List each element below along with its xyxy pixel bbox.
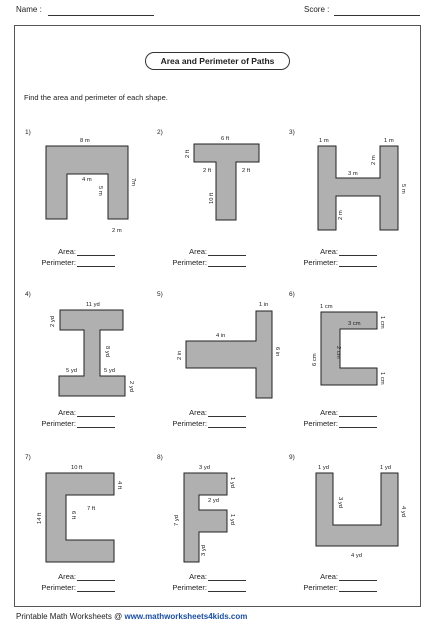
perimeter-answer-6[interactable]: [339, 427, 377, 428]
shape-3-label-right: 5 m: [400, 184, 406, 194]
shape-8-label-left: 7 yd: [174, 515, 180, 526]
area-answer-7[interactable]: [77, 580, 115, 581]
shape-4-polygon: [59, 310, 125, 396]
area-answer-3[interactable]: [339, 255, 377, 256]
area-answer-5[interactable]: [208, 416, 246, 417]
perimeter-answer-3[interactable]: [339, 266, 377, 267]
score-label: Score :: [304, 5, 330, 14]
shape-7-label-left: 14 ft: [37, 512, 43, 524]
problem-number-4: 4): [25, 291, 31, 298]
problem-number-6: 6): [289, 291, 295, 298]
shape-5: [177, 302, 280, 398]
shape-8-label-stem: 3 yd: [201, 545, 207, 556]
shape-6-label-top: 1 cm: [320, 304, 333, 310]
problem-number-8: 8): [157, 454, 163, 461]
perimeter-answer-7[interactable]: [77, 591, 115, 592]
shape-9-label-top-left: 1 yd: [318, 465, 329, 471]
shape-4-label-stem: 8 yd: [104, 346, 110, 357]
shape-1-label-bottom: 2 m: [112, 228, 122, 234]
shape-6-label-left: 6 cm: [312, 353, 318, 366]
shape-2-label-inner-left: 2 ft: [203, 168, 212, 174]
perimeter-label-2: Perimeter:: [172, 258, 207, 267]
shape-2-polygon: [194, 144, 259, 220]
shape-5-label-arm: 4 in: [216, 333, 226, 339]
problem-number-2: 2): [157, 129, 163, 136]
shape-5-label-left: 2 in: [177, 350, 183, 360]
area-answer-4[interactable]: [77, 416, 115, 417]
shape-2-label-left: 2 ft: [185, 149, 191, 158]
shape-9-label-right: 4 yd: [400, 506, 406, 517]
shape-6-label-right-upper: 1 cm: [379, 316, 385, 329]
shape-3: [318, 138, 406, 230]
perimeter-label-5: Perimeter:: [172, 419, 207, 428]
area-answer-6[interactable]: [339, 416, 377, 417]
perimeter-answer-4[interactable]: [77, 427, 115, 428]
shape-1-label-inner-top: 4 m: [82, 177, 92, 183]
shape-6: [312, 304, 385, 385]
shape-6-label-inner-top: 3 cm: [348, 321, 361, 327]
shape-8-label-top: 3 yd: [199, 465, 210, 471]
footer: [16, 612, 247, 621]
perimeter-label-9: Perimeter:: [303, 583, 338, 592]
shape-8-label-right-upper: 1 yd: [229, 477, 235, 488]
worksheet-title: Area and Perimeter of Paths: [145, 52, 290, 70]
shape-1: [46, 138, 136, 234]
area-label-7: Area:: [58, 572, 76, 581]
area-answer-2[interactable]: [208, 255, 246, 256]
area-label-6: Area:: [320, 408, 338, 417]
shape-7-label-inner-side: 6 ft: [70, 511, 76, 520]
shape-7-label-inner-top: 7 ft: [87, 506, 96, 512]
perimeter-answer-8[interactable]: [208, 591, 246, 592]
shape-5-polygon: [186, 311, 272, 398]
area-label-8: Area:: [189, 572, 207, 581]
problem-number-3: 3): [289, 129, 295, 136]
area-label-3: Area:: [320, 247, 338, 256]
shape-2: [185, 136, 259, 220]
problem-number-5: 5): [157, 291, 163, 298]
footer-site-link[interactable]: www.mathworksheets4kids.com: [124, 612, 248, 621]
perimeter-label-6: Perimeter:: [303, 419, 338, 428]
perimeter-label-4: Perimeter:: [41, 419, 76, 428]
perimeter-answer-2[interactable]: [208, 266, 246, 267]
shape-7-label-right: 4 ft: [116, 481, 122, 490]
perimeter-answer-9[interactable]: [339, 591, 377, 592]
shape-1-label-inner-side: 5 m: [97, 186, 103, 196]
perimeter-answer-5[interactable]: [208, 427, 246, 428]
shape-3-label-top-right: 1 m: [384, 138, 394, 144]
problem-number-7: 7): [25, 454, 31, 461]
shape-4: [50, 302, 134, 396]
shape-8: [174, 465, 235, 562]
shape-6-label-inner-side: 2 cm: [335, 346, 341, 359]
shape-4-label-base-left: 5 yd: [66, 368, 77, 374]
perimeter-label-1: Perimeter:: [41, 258, 76, 267]
shape-9-label-top-right: 1 yd: [380, 465, 391, 471]
shape-2-label-top: 6 ft: [221, 136, 230, 142]
shape-5-label-top: 1 in: [259, 302, 269, 308]
shape-3-polygon: [318, 146, 398, 230]
shape-9-polygon: [316, 473, 398, 546]
problem-number-1: 1): [25, 129, 31, 136]
shape-4-label-right: 2 yd: [128, 381, 134, 392]
shape-1-label-top: 8 m: [80, 138, 90, 144]
shape-7-label-top: 10 ft: [71, 465, 83, 471]
area-answer-8[interactable]: [208, 580, 246, 581]
footer-prefix: Printable Math Worksheets @: [16, 612, 125, 621]
shape-6-label-right-lower: 1 cm: [379, 372, 385, 385]
perimeter-label-3: Perimeter:: [303, 258, 338, 267]
name-label: Name :: [16, 5, 42, 14]
instructions: Find the area and perimeter of each shape.: [24, 93, 168, 102]
shape-8-label-inner-top: 2 yd: [208, 498, 219, 504]
shape-2-label-inner-right: 2 ft: [242, 168, 251, 174]
shape-3-label-top-left: 1 m: [319, 138, 329, 144]
shape-3-label-bar: 3 m: [348, 171, 358, 177]
shape-7: [37, 465, 122, 562]
shape-9-label-inner-side: 3 yd: [337, 497, 343, 508]
area-label-9: Area:: [320, 572, 338, 581]
shape-4-label-base-right: 5 yd: [104, 368, 115, 374]
shape-8-label-right-lower: 1 yd: [229, 514, 235, 525]
shape-5-label-right: 6 in: [274, 347, 280, 357]
shape-3-label-inner-lower: 2 m: [338, 210, 344, 220]
area-answer-1[interactable]: [77, 255, 115, 256]
perimeter-answer-1[interactable]: [77, 266, 115, 267]
area-label-4: Area:: [58, 408, 76, 417]
area-label-1: Area:: [58, 247, 76, 256]
area-label-2: Area:: [189, 247, 207, 256]
shape-4-label-left: 2 yd: [50, 316, 56, 327]
shape-4-label-top: 11 yd: [86, 302, 100, 308]
area-label-5: Area:: [189, 408, 207, 417]
area-answer-9[interactable]: [339, 580, 377, 581]
shape-9: [316, 465, 406, 559]
perimeter-label-7: Perimeter:: [41, 583, 76, 592]
shape-3-label-inner-upper: 2 m: [371, 155, 377, 165]
shape-1-label-right: 7m: [130, 178, 136, 187]
shape-9-label-bottom: 4 yd: [351, 553, 362, 559]
perimeter-label-8: Perimeter:: [172, 583, 207, 592]
shape-7-polygon: [46, 473, 114, 562]
problem-number-9: 9): [289, 454, 295, 461]
shape-2-label-stem: 10 ft: [209, 192, 215, 204]
